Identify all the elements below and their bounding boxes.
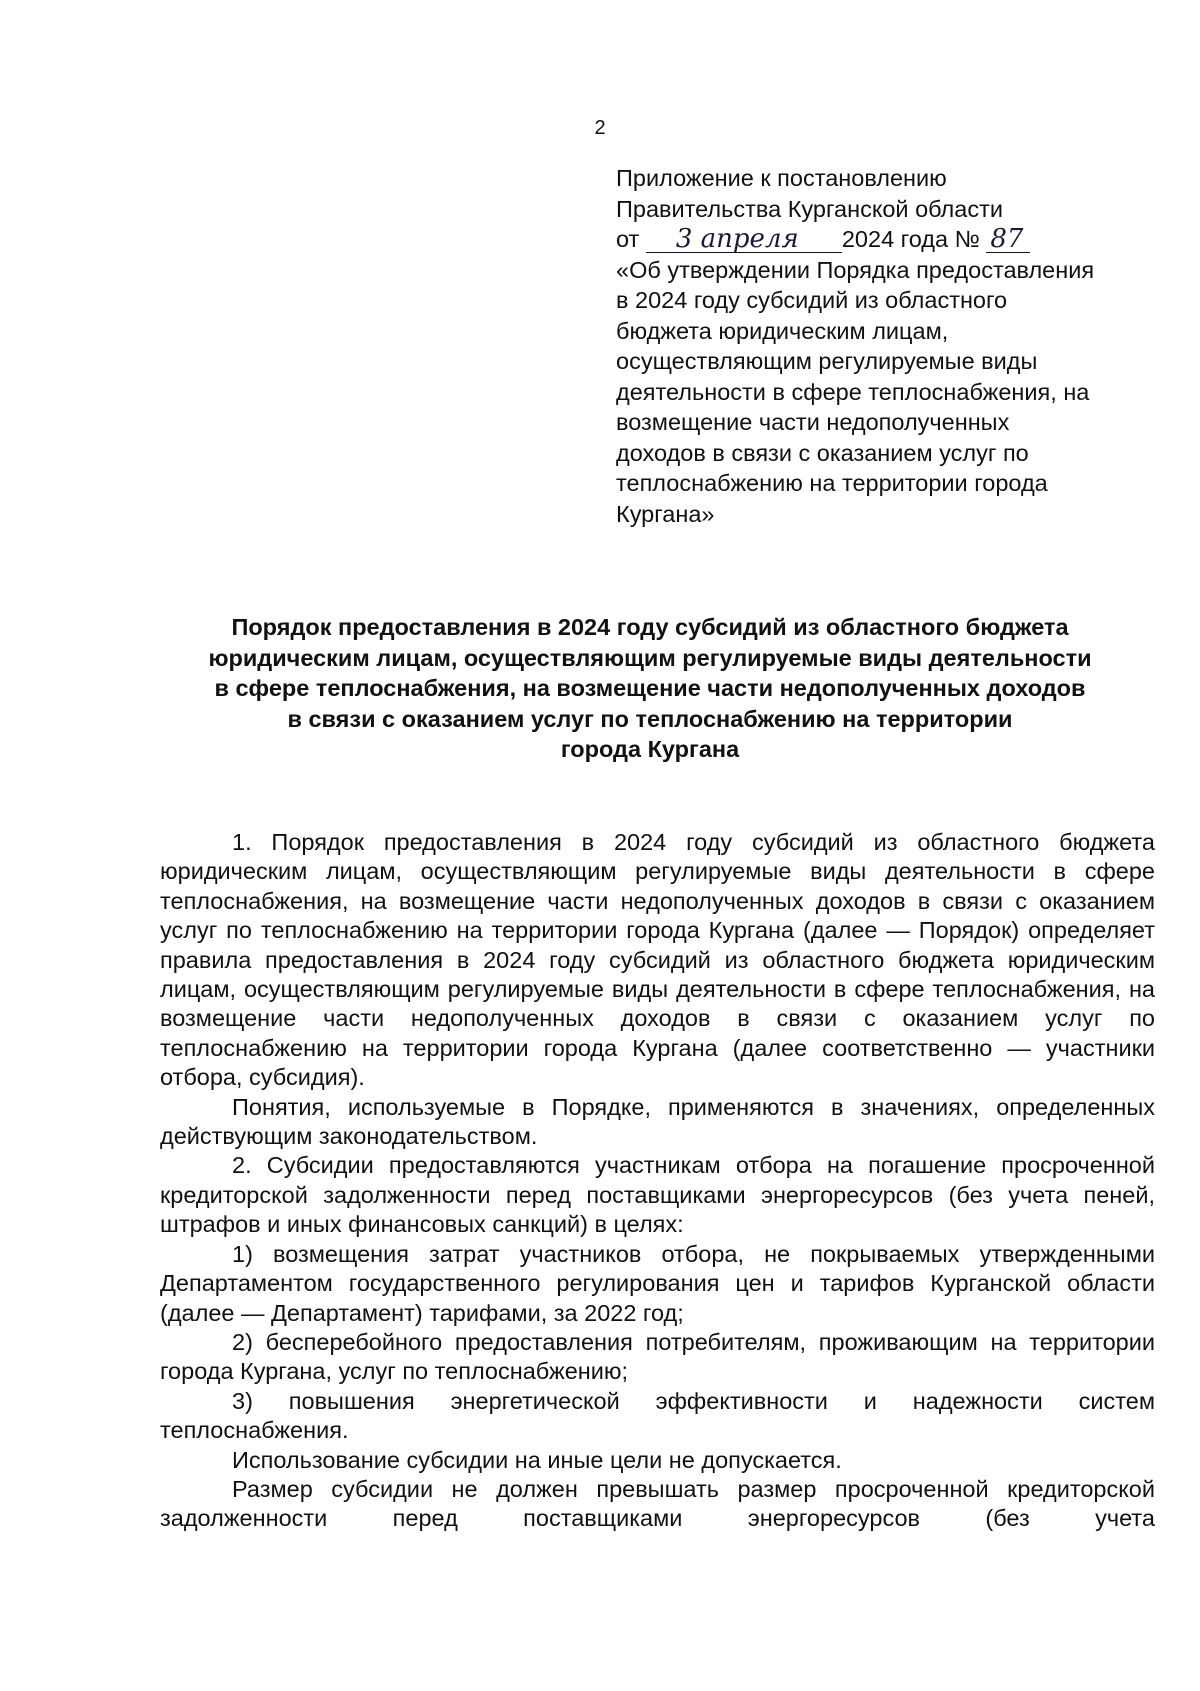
title-line: юридическим лицам, осуществляющим регулируемые виды деятельности bbox=[208, 644, 1092, 671]
list-item-3 bbox=[160, 1387, 1155, 1446]
paragraph-text: 2. Субсидии предоставляются участникам отбора на погашение просроченной кредиторской задолженности перед поставщиками энергоресурсов (без учета пеней, штрафов и иных финансовых санкций) в целях: bbox=[160, 1152, 1155, 1238]
appendix-line: бюджета юридическим лицам, bbox=[616, 317, 949, 344]
handwritten-date: 3 апреля bbox=[646, 227, 842, 251]
paragraph-text: 3) повышения энергетической эффективности и надежности систем теплоснабжения. bbox=[160, 1387, 1155, 1444]
paragraph-5 bbox=[160, 1475, 1155, 1534]
appendix-line: «Об утверждении Порядка предоставления bbox=[616, 256, 1095, 283]
page-number: 2 bbox=[594, 117, 606, 139]
paragraph-text: Использование субсидии на иные цели не допускается. bbox=[232, 1446, 842, 1473]
appendix-year-label: 2024 года № bbox=[841, 226, 980, 252]
appendix-line: возмещение части недополученных bbox=[616, 409, 1010, 435]
title-line: в связи с оказанием услуг по теплоснабжению на территории bbox=[287, 705, 1013, 732]
document-title bbox=[150, 612, 1150, 765]
handwritten-number: 87 bbox=[986, 227, 1030, 251]
paragraph-text: Понятия, используемые в Порядке, применяются в значениях, определенных действующим законодательством. bbox=[160, 1093, 1155, 1150]
paragraph-text: Размер субсидии не должен превышать размер просроченной кредиторской задолженности перед поставщиками энергоресурсов (без учета bbox=[160, 1475, 1155, 1532]
title-line: в сфере теплоснабжения, на возмещение части недополученных доходов bbox=[214, 675, 1086, 701]
appendix-line: теплоснабжению на территории города bbox=[616, 470, 1048, 496]
paragraph-3 bbox=[160, 1151, 1155, 1239]
appendix-line: доходов в связи с оказанием услуг по bbox=[616, 439, 1029, 466]
appendix-line: Приложение к постановлению bbox=[616, 165, 947, 191]
title-line: Порядок предоставления в 2024 году субсидий из областного бюджета bbox=[231, 614, 1069, 640]
appendix-prefix: от bbox=[616, 226, 640, 252]
paragraph-4 bbox=[160, 1446, 1155, 1475]
appendix-line: Правительства Курганской области bbox=[616, 195, 1003, 222]
list-item-2 bbox=[160, 1328, 1155, 1387]
paragraph-2 bbox=[160, 1093, 1155, 1152]
document-body bbox=[160, 828, 1155, 1534]
appendix-line: деятельности в сфере теплоснабжения, на bbox=[616, 378, 1090, 405]
appendix-line: осуществляющим регулируемые виды bbox=[616, 348, 1038, 374]
title-line: города Кургана bbox=[560, 736, 740, 762]
paragraph-text: 1) возмещения затрат участников отбора, не покрываемых утвержденными Департаментом государственного регулирования цен и тарифов Курганской области (далее — Департамент) тарифами, за 2022 год; bbox=[160, 1240, 1155, 1326]
paragraph-text: 1. Порядок предоставления в 2024 году субсидий из областного бюджета юридическим лицам, осуществляющим регулируемые виды деятельности в сфере теплоснабжения, на возмещение части недополученных доходов в связи с оказанием услуг по теплоснабжению на территории города Кургана (далее — Порядок) определяет правила предоставления в 2024 году субсидий из областного бюджета юридическим лицам, осуществляющим регулируемые виды деятельности в сфере теплоснабжения, на возмещение части недополученных доходов в связи с оказанием услуг по теплоснабжению на территории города Кургана (далее соответственно — участники отбора, субсидия). bbox=[160, 829, 1155, 1091]
appendix-line: Кургана» bbox=[616, 500, 715, 527]
paragraph-text: 2) бесперебойного предоставления потребителям, проживающим на территории города Кургана, услуг по теплоснабжению; bbox=[160, 1328, 1155, 1385]
paragraph-1 bbox=[160, 828, 1155, 1093]
list-item-1 bbox=[160, 1240, 1155, 1328]
appendix-line: в 2024 году субсидий из областного bbox=[616, 287, 1008, 313]
appendix-date-line bbox=[616, 224, 1176, 255]
appendix-header bbox=[616, 163, 1176, 529]
